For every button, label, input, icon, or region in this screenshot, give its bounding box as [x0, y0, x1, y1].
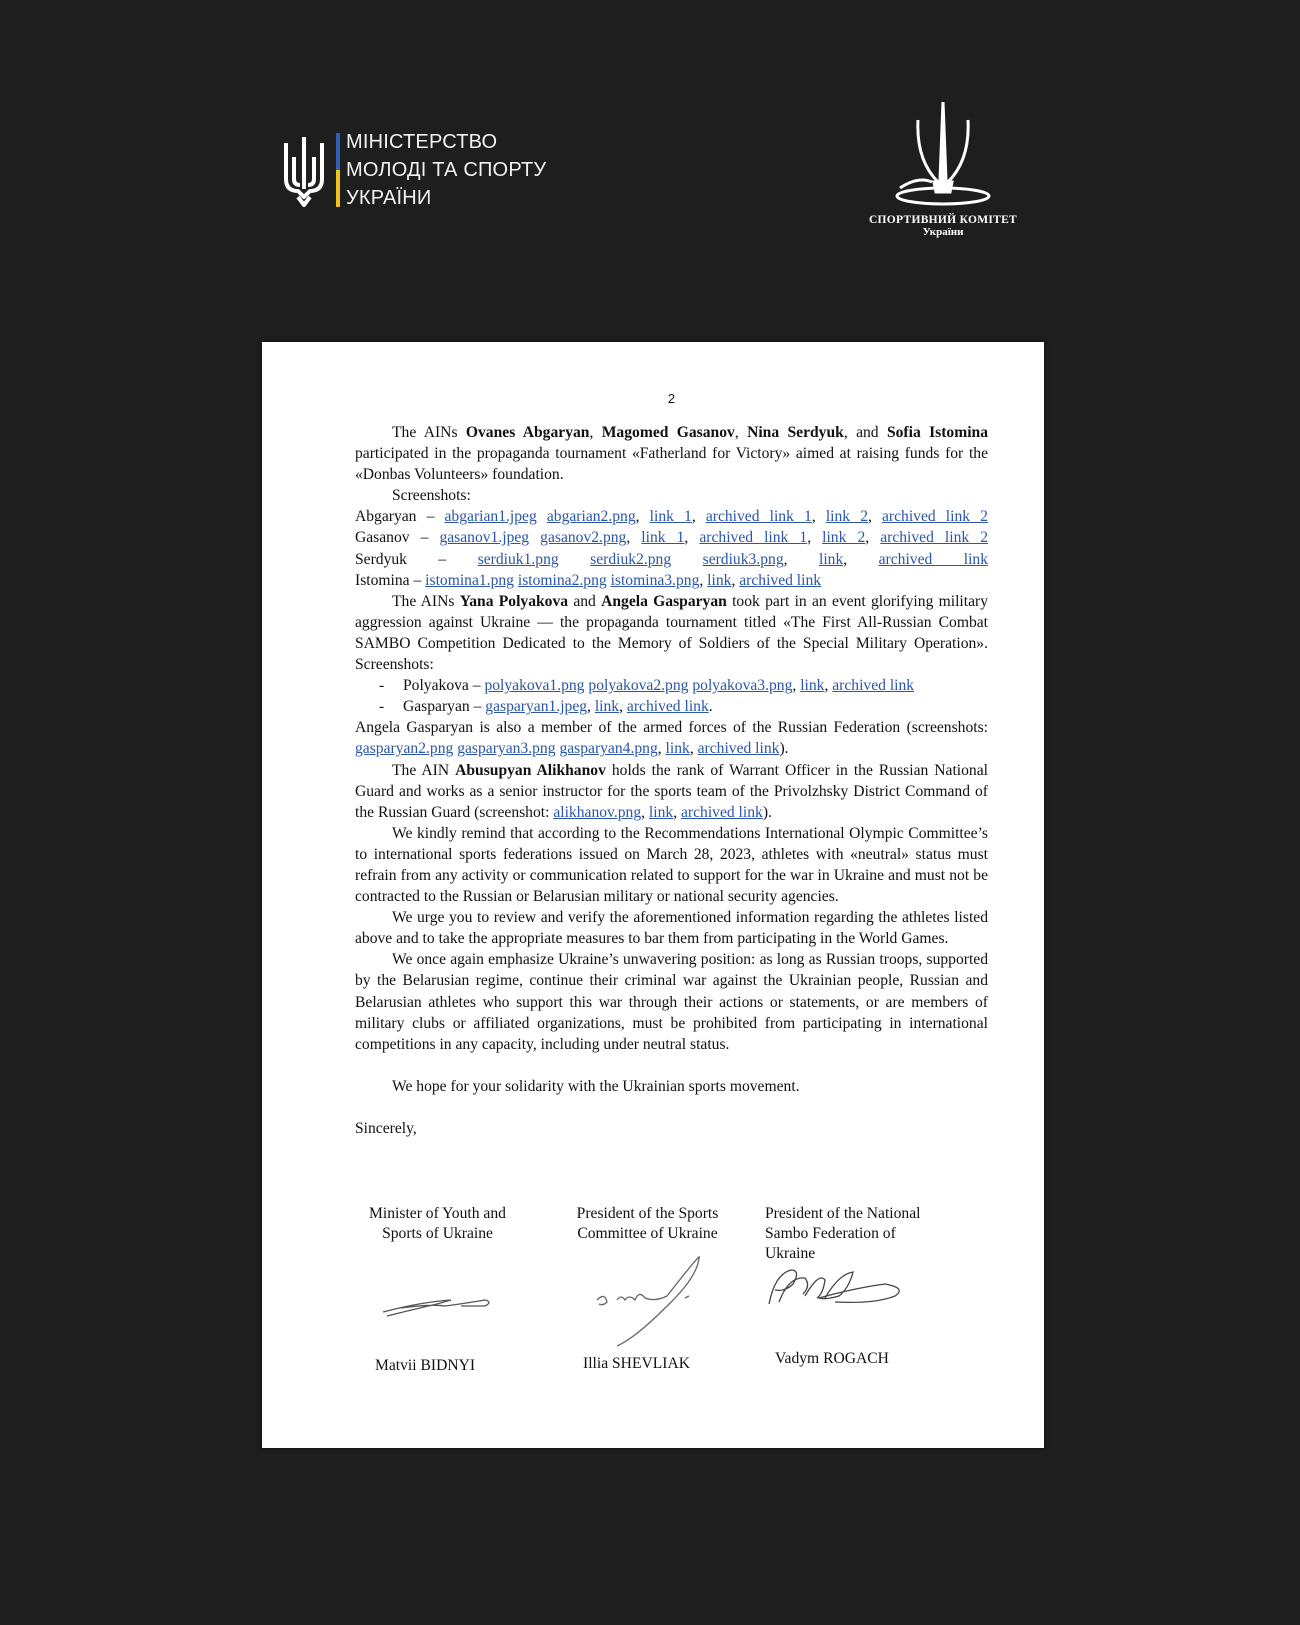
screenshots-label: Screenshots:: [392, 487, 471, 505]
archived-link[interactable]: archived link: [697, 740, 780, 758]
signatory-rogach: [765, 1204, 940, 1367]
dash-bullet: -: [379, 677, 385, 695]
archived-link[interactable]: archived link: [878, 550, 989, 568]
signature-block: [355, 1204, 988, 1384]
paragraph-ukraine-position: We once again emphasize Ukraine’s unwavering position: as long as Russian troops, supported by the Belarusian regime, continue their criminal war against the Ukrainian people, Russian and Belarusian athletes who support this war through their actions or statements, or are members of military clubs or affiliated organizations, must be prohibited from participating in international competitions in any capacity, including under neutral status.: [355, 951, 988, 1053]
screenshot-link[interactable]: istomina3.png: [610, 571, 700, 589]
athlete-name: Magomed Gasanov: [601, 424, 735, 441]
source-link[interactable]: link: [818, 550, 844, 568]
committee-country: України: [922, 226, 964, 238]
signature-bidnyi-icon: [381, 1290, 493, 1320]
text: , and: [843, 424, 887, 441]
screenshot-list-serdyuk: Serdyuk – serdiuk1.png serdiuk2.png serdiuk3.png, link, archived link: [355, 550, 989, 568]
screenshot-link[interactable]: gasanov1.jpeg: [439, 529, 530, 547]
archived-link[interactable]: archived link: [626, 698, 709, 716]
signatory-title: President of the National: [765, 1205, 921, 1222]
signatory-name: Matvii BIDNYI: [375, 1357, 476, 1374]
source-link[interactable]: link: [648, 803, 674, 821]
dash-item-polyakova: - Polyakova – polyakova1.png polyakova2.png polyakova3.png, link, archived link: [355, 675, 988, 696]
paragraph-ains-tournament: [355, 422, 988, 485]
screenshot-list-gasanov: Gasanov – gasanov1.jpeg gasanov2.png, link 1, archived link 1, link 2, archived link 2: [355, 529, 989, 547]
trident-emblem-icon: [282, 133, 326, 207]
text: ,: [589, 424, 602, 441]
screenshot-list-abgaryan: Abgaryan – abgarian1.jpeg abgarian2.png, link 1, archived link 1, link 2, archived link 2: [355, 508, 988, 526]
screenshot-link[interactable]: polyakova3.png: [692, 677, 793, 695]
signatory-title: President of the Sports: [576, 1205, 719, 1222]
screenshot-link[interactable]: serdiuk1.png: [477, 550, 559, 568]
signatory-title: Ukraine: [765, 1245, 816, 1262]
archived-link[interactable]: archived link: [832, 677, 915, 695]
paragraph-armed-forces: Angela Gasparyan is also a member of the armed forces of the Russian Federation (screenshots: gasparyan2.png gasparyan3.png gasparyan4.png, link, archived link).: [355, 719, 988, 758]
athlete-name: Nina Serdyuk: [747, 424, 844, 441]
screenshot-link[interactable]: abgarian1.jpeg: [444, 508, 537, 526]
signatory-shevliak: [565, 1204, 730, 1372]
signatory-title: Minister of Youth and: [369, 1205, 506, 1222]
committee-name: СПОРТИВНИЙ КОМІТЕТ: [868, 214, 1018, 226]
text: ).: [762, 803, 772, 821]
text: participated in the propaganda tournament «Fatherland for Victory» aimed at raising funds for the «Donbas Volunteers» foundation.: [355, 445, 988, 484]
source-link[interactable]: link 2: [825, 508, 868, 526]
text: ,: [734, 424, 748, 441]
text: The AINs: [392, 592, 460, 610]
signature-shevliak-icon: [595, 1248, 715, 1348]
dash-item-gasparyan: - Gasparyan – gasparyan1.jpeg, link, archived link.: [355, 696, 988, 717]
signature-rogach-icon: [765, 1264, 905, 1310]
flag-bar: [336, 133, 340, 207]
text: Angela Gasparyan is also a member of the armed forces of the Russian Federation (screenshots:: [355, 719, 988, 737]
text: ).: [779, 740, 789, 758]
dash-bullet: -: [379, 698, 385, 716]
source-link[interactable]: link 2: [822, 529, 866, 547]
archived-link[interactable]: archived link 1: [699, 529, 808, 547]
screenshot-link[interactable]: gasparyan1.jpeg: [485, 698, 588, 716]
paragraph-solidarity: We hope for your solidarity with the Ukrainian sports movement.: [392, 1077, 800, 1095]
archived-link[interactable]: archived link 2: [882, 508, 988, 526]
source-link[interactable]: link: [594, 698, 620, 716]
ministry-line: УКРАЇНИ: [346, 187, 432, 209]
screenshot-list-istomina: Istomina – istomina1.png istomina2.png istomina3.png, link, archived link: [355, 571, 822, 589]
athlete-surname: Abgaryan –: [355, 508, 445, 526]
signatory-bidnyi: [355, 1204, 520, 1374]
screenshot-link[interactable]: alikhanov.png: [553, 803, 642, 821]
screenshot-link[interactable]: polyakova1.png: [484, 677, 585, 695]
screenshot-link[interactable]: gasanov2.png: [540, 529, 627, 547]
archived-link[interactable]: archived link 1: [705, 508, 812, 526]
athlete-surname: Gasparyan –: [403, 698, 486, 716]
source-link[interactable]: link: [800, 677, 825, 695]
ministry-name: [346, 128, 546, 212]
athlete-surname: Polyakova –: [403, 677, 485, 695]
signatory-name: Vadym ROGACH: [775, 1350, 889, 1367]
signatory-title: Committee of Ukraine: [577, 1225, 718, 1242]
screenshot-link[interactable]: istomina1.png: [425, 571, 514, 589]
athlete-surname: Istomina –: [355, 571, 426, 589]
archived-link[interactable]: archived link: [739, 571, 822, 589]
signatory-title: Sports of Ukraine: [382, 1225, 493, 1242]
screenshot-link[interactable]: serdiuk3.png: [702, 550, 784, 568]
page-number: 2: [667, 391, 676, 406]
sports-committee-logo: [858, 100, 1028, 238]
text: took part in an event glorifying military aggression against Ukraine — the propaganda tournament titled «The First All-Russian Combat SAMBO Competition Dedicated to the Memory of Soldiers of the Special Military Operation». Screenshots:: [355, 592, 988, 674]
athlete-surname: Serdyuk –: [355, 550, 478, 568]
letter-body: [355, 422, 988, 1139]
screenshot-link[interactable]: abgarian2.png: [546, 508, 636, 526]
closing-sincerely: Sincerely,: [355, 1119, 417, 1137]
ministry-line: МОЛОДІ ТА СПОРТУ: [346, 159, 547, 181]
archived-link[interactable]: archived link 2: [880, 529, 989, 547]
text: The AIN: [392, 761, 456, 779]
screenshot-link[interactable]: gasparyan4.png: [559, 740, 658, 758]
sports-committee-trident-icon: [888, 100, 998, 212]
athlete-name: Ovanes Abgaryan: [465, 424, 590, 441]
ministry-line: МІНІСТЕРСТВО: [346, 131, 498, 153]
athlete-name: Yana Polyakova: [459, 592, 569, 610]
screenshot-link[interactable]: istomina2.png: [517, 571, 607, 589]
text: and: [568, 592, 602, 610]
screenshot-link[interactable]: gasparyan3.png: [457, 740, 556, 758]
paragraph-alikhanov: The AIN Abusupyan Alikhanov holds the rank of Warrant Officer in the Russian National Guard and works as a senior instructor for the sports team of the Privolzhsky District Command of the Russian Guard (screenshot: alikhanov.png, link, archived link).: [355, 761, 988, 821]
screenshot-link[interactable]: serdiuk2.png: [590, 550, 672, 568]
paragraph-ioc-reminder: We kindly remind that according to the Recommendations International Olympic Committee’s to international sports federations issued on March 28, 2023, athletes with «neutral» status must refrain from any activity or communication related to support for the war in Ukraine and must not be contracted to the Russian or Belarusian military or national security agencies.: [355, 824, 988, 906]
signatory-title: Sambo Federation of: [765, 1225, 896, 1242]
athlete-name: Abusupyan Alikhanov: [455, 761, 606, 779]
ministry-logo: [282, 128, 546, 212]
athlete-name: Sofia Istomina: [886, 424, 989, 441]
athlete-name: Angela Gasparyan: [601, 592, 727, 610]
source-link[interactable]: link: [665, 740, 690, 758]
paragraph-urge-review: We urge you to review and verify the aforementioned information regarding the athletes listed above and to take the appropriate measures to bar them from participating in the World Games.: [355, 909, 988, 948]
signatory-name: Illia SHEVLIAK: [583, 1355, 690, 1372]
source-link[interactable]: link: [707, 571, 732, 589]
athlete-surname: Gasanov –: [355, 529, 440, 547]
screenshot-link[interactable]: gasparyan2.png: [355, 740, 454, 758]
paragraph-sambo-tournament: [355, 591, 988, 675]
source-link[interactable]: link 1: [641, 529, 685, 547]
screenshot-link[interactable]: polyakova2.png: [588, 677, 689, 695]
letter-page: [262, 342, 1044, 1448]
text: holds the rank of Warrant Officer in the Russian National Guard and works as a senior instructor for the sports team of the Privolzhsky District Command of the Russian Guard (screenshot:: [355, 761, 988, 821]
source-link[interactable]: link 1: [649, 508, 692, 526]
text: The AINs: [392, 424, 466, 441]
archived-link[interactable]: archived link: [680, 803, 763, 821]
